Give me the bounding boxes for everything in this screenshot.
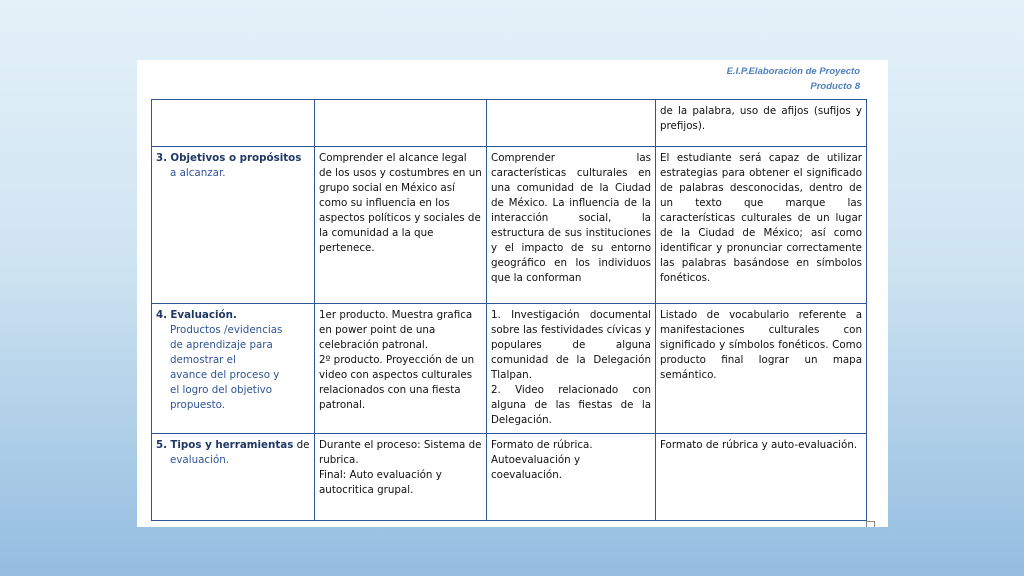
- table-row: [152, 100, 867, 147]
- table-cell: Comprender el alcance legal de los usos y costumbres en un grupo social en México así como su influencia en los aspectos políticos y sociales de la comunidad a la que pertenece.: [315, 147, 487, 304]
- header-product-number: Producto 8: [810, 81, 860, 92]
- cell-paragraph: 1. Investigación documental sobre las festividades cívicas y populares de alguna comunidad de la Delegación Tlalpan.: [491, 309, 651, 381]
- document-page: [137, 60, 888, 527]
- row-label-line: de aprendizaje para: [170, 339, 273, 351]
- row-label-number: 5.: [156, 439, 168, 451]
- table-cell: [315, 100, 487, 147]
- cell-paragraph: 1er producto. Muestra grafica en power point de una celebración patronal.: [319, 309, 473, 351]
- table-cell: [152, 100, 315, 147]
- table-resize-handle[interactable]: [866, 521, 875, 527]
- table-cell: de la palabra, uso de afijos (sufijos y prefijos).: [656, 100, 867, 147]
- row-label-number: 3.: [156, 152, 168, 164]
- row-label-number: 4.: [156, 309, 168, 321]
- table-cell: [487, 100, 656, 147]
- row-label-line: demostrar el: [170, 354, 236, 366]
- cell-paragraph: Autoevaluación y coevaluación.: [491, 454, 581, 481]
- table-row: [152, 304, 867, 434]
- row-label-title: Objetivos o propósitos: [170, 152, 302, 164]
- cell-paragraph: 2. Video relacionado con alguna de las fiestas de la Delegación.: [491, 384, 651, 426]
- row-label-line: avance del proceso y: [170, 369, 280, 381]
- table-row: [152, 147, 867, 304]
- table-cell: El estudiante será capaz de utilizar estrategias para obtener el significado de palabras desconocidas, dentro de un texto que marque las características culturales de un lugar de la Ciudad de México; así como identificar y pronunciar correctamente las palabras basándose en símbolos fonéticos.: [656, 147, 867, 304]
- row-label-title: Tipos y herramientas: [170, 439, 294, 451]
- cell-paragraph: Formato de rúbrica.: [491, 439, 593, 451]
- row-label-line: propuesto.: [170, 399, 226, 411]
- row-label-suffix: de: [293, 439, 310, 451]
- header-project-title: E.I.P.Elaboración de Proyecto: [726, 66, 860, 77]
- table-row: [152, 434, 867, 521]
- row-label-rest: evaluación.: [170, 454, 230, 466]
- row-label-tipos: [152, 434, 315, 521]
- row-label-evaluacion: [152, 304, 315, 434]
- table-cell: [487, 304, 656, 434]
- row-label-line: Productos /evidencias: [170, 324, 283, 336]
- table-cell: [487, 434, 656, 521]
- row-label-title: Evaluación.: [170, 309, 237, 321]
- cell-paragraph: 2º producto. Proyección de un video con aspectos culturales relacionados con una fiesta patronal.: [319, 354, 475, 411]
- cell-paragraph: Durante el proceso: Sistema de rubrica.: [319, 439, 482, 466]
- row-label-line: el logro del objetivo: [170, 384, 273, 396]
- document-header: [727, 64, 860, 94]
- row-label-rest: a alcanzar.: [170, 167, 226, 179]
- table-cell: Comprender las características culturales en una comunidad de la Ciudad de México. La influencia de la interacción social, la estructura de sus instituciones y el impacto de su entorno geográfico en los individuos que la conforman: [487, 147, 656, 304]
- table-cell: [315, 304, 487, 434]
- table-cell: Listado de vocabulario referente a manifestaciones culturales con significado y símbolos fonéticos. Como producto final lograr un mapa semántico.: [656, 304, 867, 434]
- cell-paragraph: Final: Auto evaluación y autocritica grupal.: [319, 469, 442, 496]
- planning-table: [151, 99, 867, 521]
- table-cell: Formato de rúbrica y auto-evaluación.: [656, 434, 867, 521]
- row-label-objetivos: [152, 147, 315, 304]
- table-cell: [315, 434, 487, 521]
